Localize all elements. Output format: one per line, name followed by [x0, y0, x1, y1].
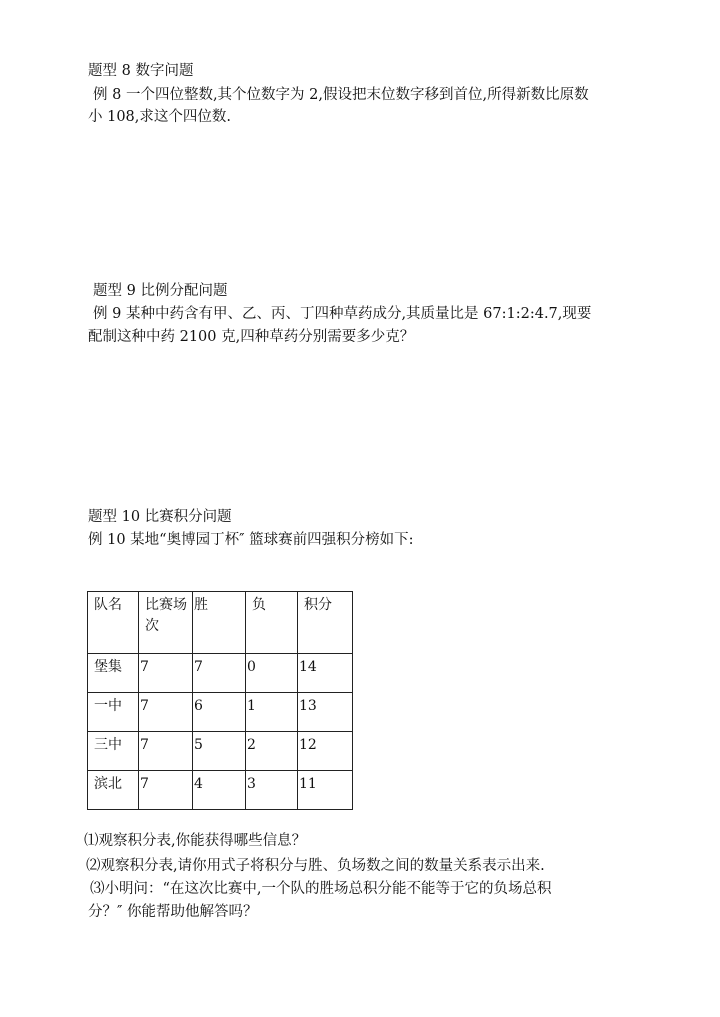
cell-team: 堡集: [88, 654, 139, 693]
cell-wins: 6: [193, 693, 246, 732]
q10-subquestion-1: ⑴观察积分表,你能获得哪些信息？: [84, 833, 307, 849]
q8-title: 题型 8 数字问题: [88, 63, 194, 79]
cell-losses: 0: [246, 654, 298, 693]
cell-games: 7: [139, 732, 193, 771]
q8-text-line-2: 小 108,求这个四位数.: [88, 109, 232, 125]
q10-subquestion-3-line-2: 分？″ 你能帮助他解答吗？: [88, 904, 258, 920]
table-row: [88, 732, 353, 771]
table-row: [88, 654, 353, 693]
q10-intro: 例 10 某地“奥博园丁杯″ 篮球赛前四强积分榜如下:: [88, 532, 414, 548]
q9-text-line-1: 例 9 某种中药含有甲、乙、丙、丁四种草药成分,其质量比是 67:1:2:4.7,现要: [93, 306, 592, 322]
cell-losses: 3: [246, 771, 298, 810]
cell-games: 7: [139, 693, 193, 732]
header-games: 比赛场次: [139, 592, 193, 654]
cell-wins: 7: [193, 654, 246, 693]
header-wins: 胜: [193, 592, 246, 654]
cell-team: 一中: [88, 693, 139, 732]
q10-subquestion-3-line-1: ⑶小明问：“在这次比赛中,一个队的胜场总积分能不能等于它的负场总积: [90, 881, 552, 897]
table-header-row: [88, 592, 353, 654]
header-team: 队名: [88, 592, 139, 654]
cell-points: 11: [298, 771, 353, 810]
cell-losses: 2: [246, 732, 298, 771]
cell-games: 7: [139, 771, 193, 810]
header-points: 积分: [298, 592, 353, 654]
q8-text-line-1: 例 8 一个四位整数,其个位数字为 2,假设把末位数字移到首位,所得新数比原数: [93, 87, 589, 103]
score-table: [87, 591, 353, 810]
header-losses: 负: [246, 592, 298, 654]
cell-points: 14: [298, 654, 353, 693]
cell-points: 13: [298, 693, 353, 732]
table-row: [88, 693, 353, 732]
q9-title: 题型 9 比例分配问题: [93, 283, 228, 299]
cell-team: 三中: [88, 732, 139, 771]
cell-team: 滨北: [88, 771, 139, 810]
cell-wins: 5: [193, 732, 246, 771]
cell-points: 12: [298, 732, 353, 771]
q10-title: 题型 10 比赛积分问题: [88, 509, 232, 525]
q9-text-line-2: 配制这种中药 2100 克,四种草药分别需要多少克？: [88, 329, 415, 345]
cell-wins: 4: [193, 771, 246, 810]
cell-games: 7: [139, 654, 193, 693]
table-row: [88, 771, 353, 810]
q10-subquestion-2: ⑵观察积分表,请你用式子将积分与胜、负场数之间的数量关系表示出来.: [86, 858, 545, 874]
cell-losses: 1: [246, 693, 298, 732]
